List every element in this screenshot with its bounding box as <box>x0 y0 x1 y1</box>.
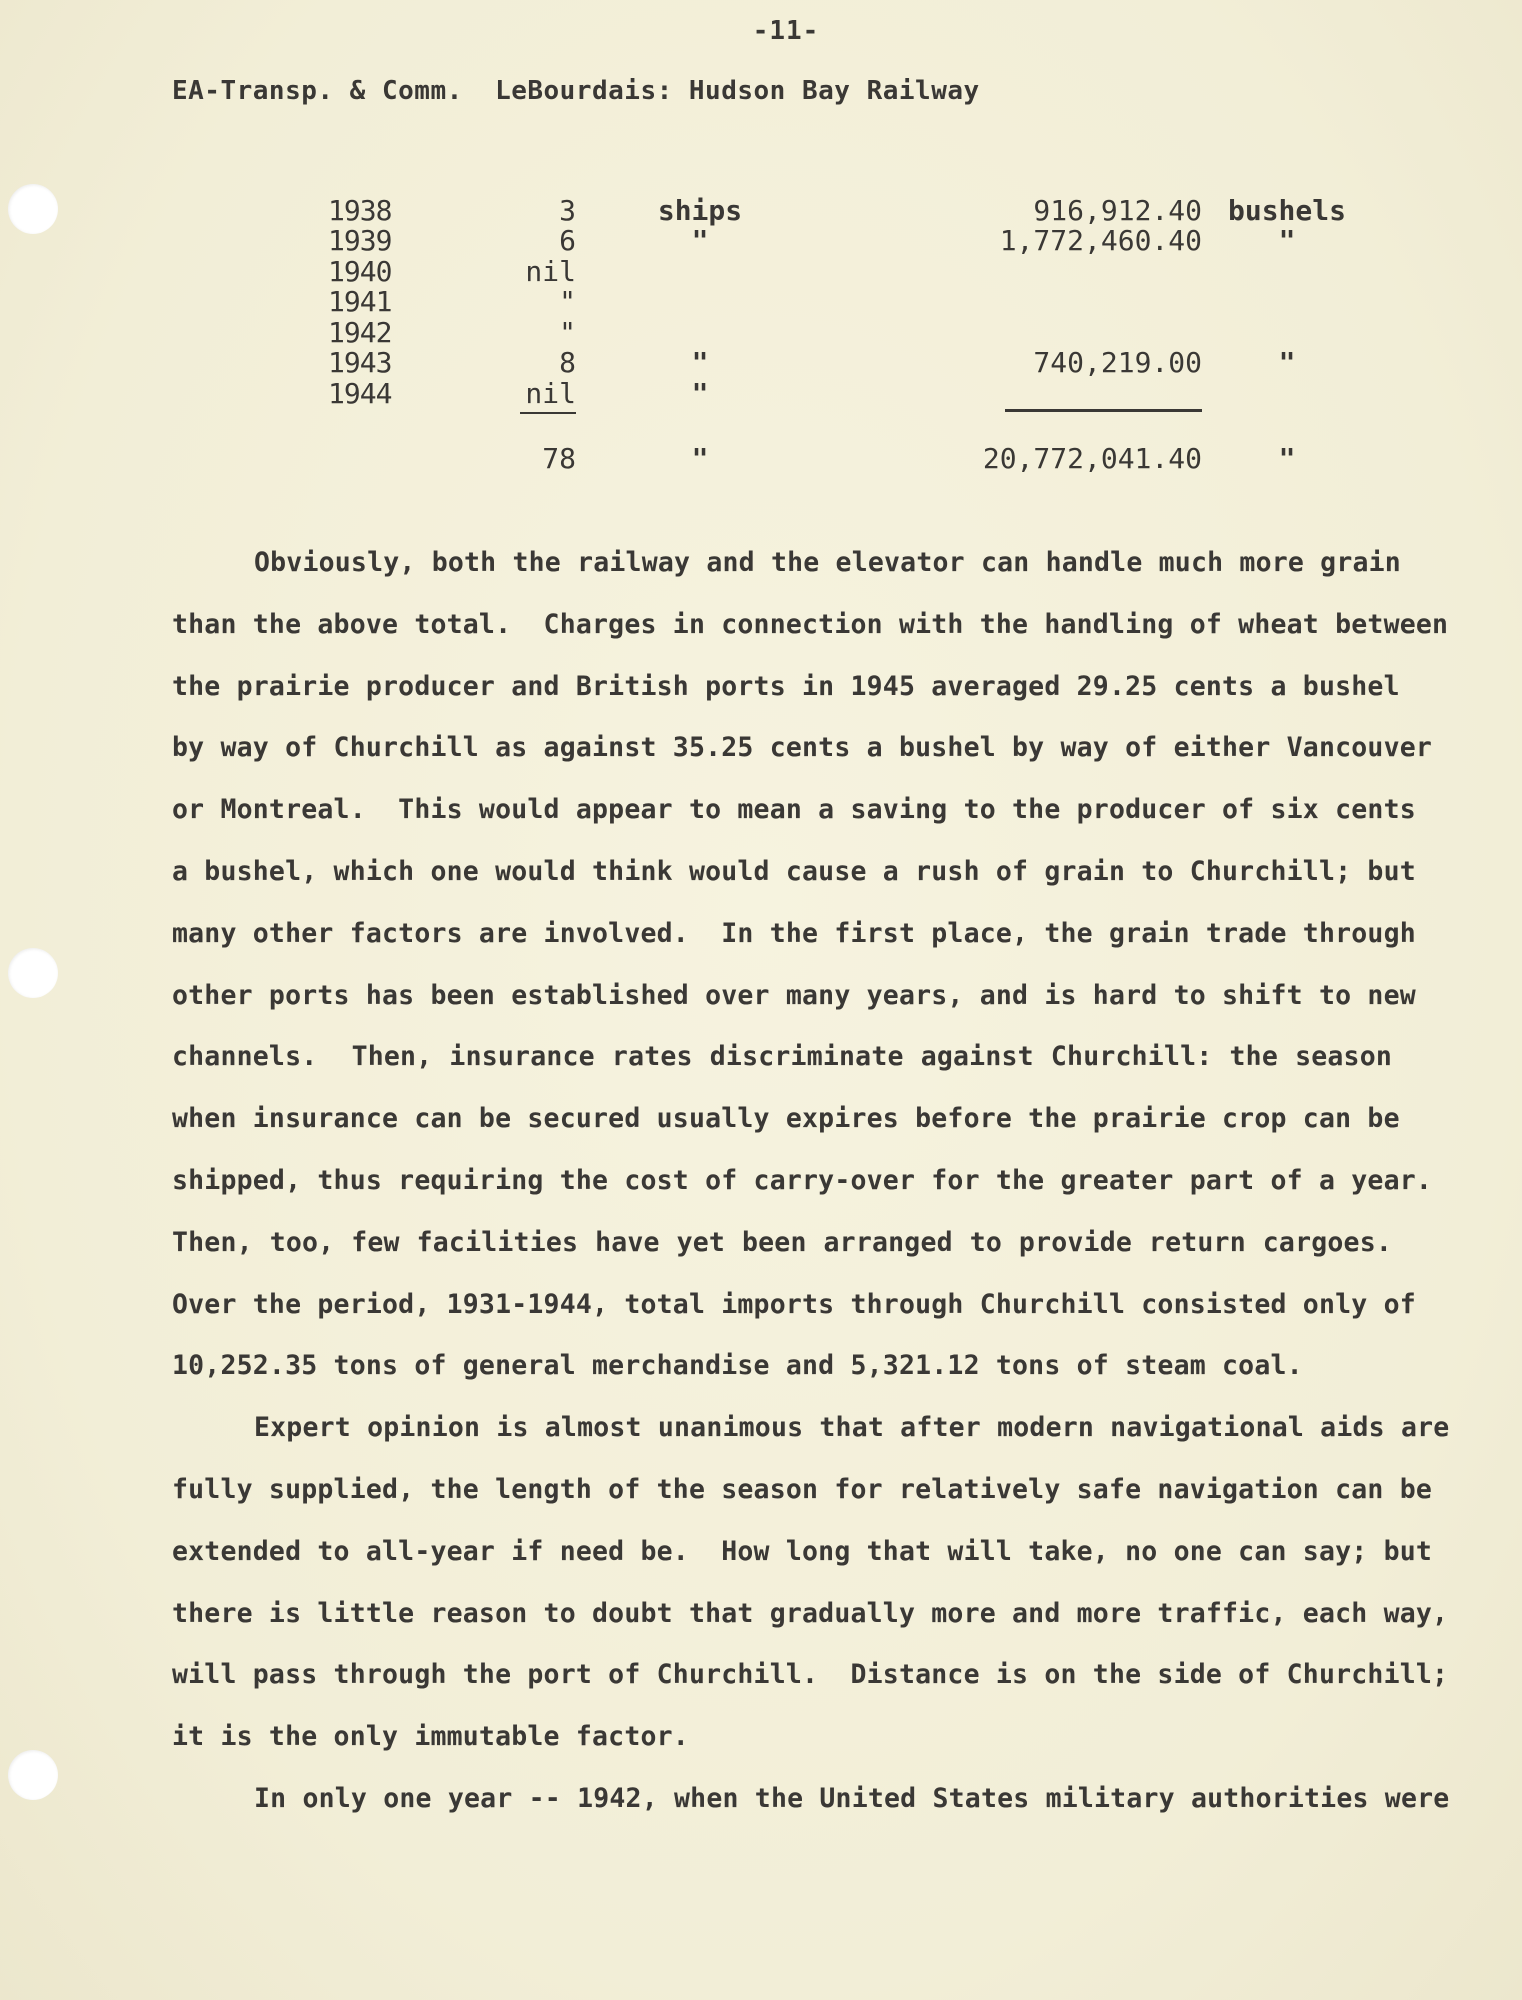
text-line: a bushel, which one would think would cause a rush of grain to Churchill; but <box>172 855 1416 887</box>
table-cell-year: 1939 <box>328 224 392 257</box>
page-number: -11- <box>752 16 820 46</box>
text-line: Over the period, 1931-1944, total imports through Churchill consisted only of <box>172 1288 1416 1320</box>
text-line: it is the only immutable factor. <box>172 1721 689 1753</box>
text-line: other ports has been established over many years, and is hard to shift to new <box>172 979 1416 1011</box>
table-cell-year: 1943 <box>328 346 392 379</box>
text-line: when insurance can be secured usually expires before the prairie crop can be <box>172 1103 1400 1135</box>
body-text <box>172 532 1450 1830</box>
table-total-count: 78 <box>542 442 576 475</box>
text-line: Then, too, few facilities have yet been arranged to provide return cargoes. <box>172 1226 1392 1258</box>
table-cell-unit: " <box>1278 346 1296 379</box>
table-cell-year: 1940 <box>328 255 392 288</box>
running-header: EA-Transp. & Comm. LeBourdais: Hudson Bay Railway <box>172 76 980 106</box>
table-cell-count: " <box>559 316 576 349</box>
table-cell-amount: 740,219.00 <box>1033 346 1202 379</box>
table-total-unit: " <box>1278 442 1296 475</box>
table-cell-unit: " <box>691 224 709 257</box>
table-cell-year: 1938 <box>328 194 392 227</box>
table-cell-year: 1941 <box>328 285 392 318</box>
text-line: Expert opinion is almost unanimous that after modern navigational aids are <box>254 1412 1450 1444</box>
table-cell-year: 1944 <box>328 377 392 410</box>
table-cell-amount: 1,772,460.40 <box>999 224 1202 257</box>
text-line: there is little reason to doubt that gradually more and more traffic, each way, <box>172 1597 1449 1629</box>
text-line: shipped, thus requiring the cost of carry-over for the greater part of a year. <box>172 1164 1433 1196</box>
table-cell-unit: " <box>691 346 709 379</box>
table-cell-year: 1942 <box>328 316 392 349</box>
text-line: will pass through the port of Churchill. Distance is on the side of Churchill; <box>172 1659 1449 1691</box>
shipment-table <box>0 196 1522 486</box>
table-cell-count: nil <box>525 255 576 288</box>
text-line: the prairie producer and British ports in 1945 averaged 29.25 cents a bushel <box>172 670 1400 702</box>
table-cell-amount: 916,912.40 <box>1033 194 1202 227</box>
text-line: or Montreal. This would appear to mean a saving to the producer of six cents <box>172 794 1416 826</box>
table-cell-unit: " <box>1278 224 1296 257</box>
text-line: fully supplied, the length of the season for relatively safe navigation can be <box>172 1473 1433 1505</box>
table-cell-unit: ships <box>657 194 743 227</box>
text-line: many other factors are involved. In the first place, the grain trade through <box>172 917 1416 949</box>
table-cell-count: 6 <box>559 224 576 257</box>
text-line: by way of Churchill as against 35.25 cents a bushel by way of either Vancouver <box>172 732 1433 764</box>
text-line: In only one year -- 1942, when the United States military authorities were <box>254 1782 1450 1814</box>
text-line: than the above total. Charges in connection with the handling of wheat between <box>172 608 1449 640</box>
text-line: channels. Then, insurance rates discriminate against Churchill: the season <box>172 1041 1392 1073</box>
punch-hole <box>8 1750 58 1800</box>
table-cell-count: 8 <box>559 346 576 379</box>
text-line: 10,252.35 tons of general merchandise and 5,321.12 tons of steam coal. <box>172 1350 1303 1382</box>
nil-underline <box>520 412 576 414</box>
text-line: Obviously, both the railway and the elevator can handle much more grain <box>254 547 1401 578</box>
sum-rule <box>1005 409 1202 412</box>
table-cell-count: " <box>559 285 576 318</box>
punch-hole <box>8 948 58 998</box>
table-cell-count: 3 <box>559 194 576 227</box>
table-cell-count: nil <box>525 377 576 410</box>
text-line: extended to all-year if need be. How long that will take, no one can say; but <box>172 1535 1433 1567</box>
table-total-amount: 20,772,041.40 <box>982 442 1202 475</box>
table-total-unit: " <box>691 442 709 475</box>
table-cell-unit: " <box>691 377 709 410</box>
table-cell-unit: bushels <box>1227 194 1346 227</box>
